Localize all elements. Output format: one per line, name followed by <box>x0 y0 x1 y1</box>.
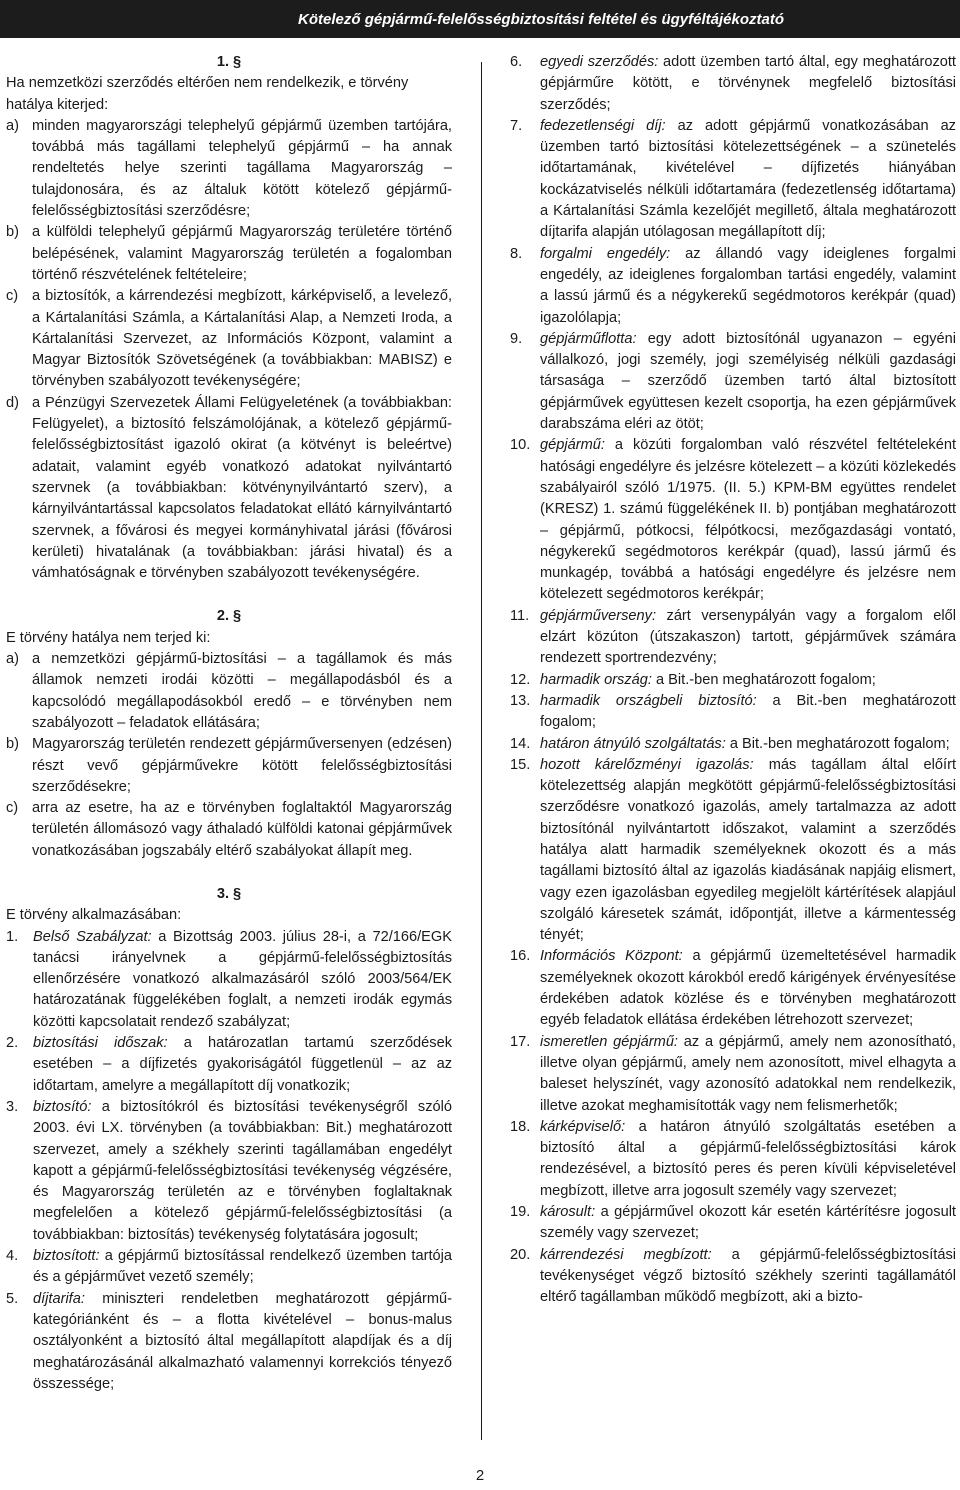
defined-term: forgalmi engedély: <box>540 245 671 262</box>
list-item <box>510 691 956 734</box>
list-item-text: kárrendezési megbízott: a gépjármű-felelősségbiztosítási tevékenységet végző biztosító székhely szerinti tagállamától eltérő tagállamban működő megbízott, aki a bizto- <box>540 1246 956 1306</box>
list-item-marker: b) <box>6 224 19 241</box>
list-item <box>6 286 452 392</box>
list-item-text: Magyarország területén rendezett gépjárműversenyen (edzésen) részt vevő gépjárművekre kötött felelősségbiztosítási szerződésekre; <box>32 736 452 795</box>
defined-term: gépjárműverseny: <box>540 607 656 624</box>
list-item <box>510 755 956 947</box>
list-item <box>6 116 452 222</box>
defined-term: harmadik országbeli biztosító: <box>540 692 757 709</box>
defined-term: gépjárműflotta: <box>540 330 637 347</box>
list-item-text: fedezetlenségi díj: az adott gépjármű vonatkozásában az üzemben tartó biztosítási kötelezettségének – a szünetelés időtartamának, kivételével – díjfizetés hiányában kockázatviselés nélküli időtartamára (fedezetlenség időtartama) a Kártalanítási Számla kezelőjét megillető, általa meghatározott díjtarifa alapján utólagosan megállapított díj; <box>540 117 956 241</box>
list-item-text: gépjárműflotta: egy adott biztosítónál ugyanazon – egyéni vállalkozó, jogi személy, jogi személyiség nélküli gazdasági társasága – szerződő üzemben tartó által biztosított gépjárművek együttesen kezelt csoportja, ha ezen gépjárművek darabszáma eléri az ötöt; <box>540 330 956 433</box>
defined-term: Belső Szabályzat: <box>33 928 152 945</box>
list-item-text: biztosító: a biztosítókról és biztosítási tevékenységről szóló 2003. évi LX. törvényben (a továbbiakban: Bit.) meghatározott szervezet, amely a székhely szerinti tagállamában engedélyt kapott a gépjármű-felelősségbiztosítási tevékenység végzésére, és Magyarország területén az e törvényben foglaltaknak megfelelően a kötelező gépjármű-felelősségbiztosítási (a továbbiakban: biztosítás) tevékenység folytatására jogosult; <box>33 1098 452 1243</box>
defined-term: biztosító: <box>33 1098 92 1115</box>
defined-term: gépjármű: <box>540 437 605 454</box>
list-item-marker: 13. <box>510 692 531 709</box>
list-item <box>510 52 956 116</box>
left-column <box>6 52 452 1395</box>
document-header <box>0 0 960 38</box>
list-item-marker: 2. <box>6 1035 19 1052</box>
list-item-text: Információs Központ: a gépjármű üzemeltetésével harmadik személyeknek okozott károkból eredő kárigények érvényesítése érdekében adatok közlése és e törvényben meghatározott egyéb feladatok ellátása érdekében létrehozott szervezet; <box>540 948 957 1029</box>
defined-term: kárrendezési megbízott: <box>540 1246 712 1263</box>
defined-term: harmadik ország: <box>540 671 652 688</box>
list-item-marker: 10. <box>510 437 531 454</box>
defined-term: díjtarifa: <box>33 1290 85 1307</box>
list-item-marker: 18. <box>510 1118 531 1135</box>
list-item-marker: 1. <box>6 928 19 945</box>
list-item-text: károsult: a gépjárművel okozott kár esetén kártérítésre jogosult személy vagy szervezet; <box>540 1204 956 1242</box>
list-item-text: gépjármű: a közúti forgalomban való részvétel feltételeként hatósági engedélyre és jelzésre kötelezett – a közúti közlekedés szabályairól szóló 1/1975. (II. 5.) KPM-BM együttes rendelet (KRESZ) 1. számú függelékének II. b) pontjában meghatározott – gépjármű, pótkocsi, félpótkocsi, mezőgazdasági vontató, négykerekű segédmotoros kerékpár (quad), lassú jármű és munkagép, továbbá a hatósági engedélyre és jelzésre nem kötelezett segédmotoros kerékpár; <box>540 437 956 603</box>
list-item <box>510 1245 956 1309</box>
list-item <box>6 222 452 286</box>
list-item <box>6 734 452 798</box>
list-item <box>6 1097 452 1246</box>
list-item <box>510 606 956 670</box>
defined-term: biztosított: <box>33 1248 100 1265</box>
list-item-marker: 3. <box>6 1098 19 1115</box>
defined-term: ismeretlen gépjármű: <box>540 1033 678 1050</box>
list-item <box>510 116 956 244</box>
list-item-marker: 20. <box>510 1246 531 1263</box>
list-item-marker: 17. <box>510 1033 531 1050</box>
list-item-text: minden magyarországi telephelyű gépjármű üzemben tartójára, továbbá más tagállami telephelyű gépjármű – ha annak rendeltetés helye szerinti tagállama Magyarország – tulajdonosára, és az általuk kötött kötelező gépjármű-felelősségbiztosítási szerződésre; <box>32 117 452 220</box>
list-item <box>6 927 452 1033</box>
defined-term: károsult: <box>540 1204 596 1221</box>
list-item-marker: 8. <box>510 245 523 262</box>
section-2-title: 2. § <box>216 608 242 625</box>
list-item <box>510 734 956 755</box>
list-item <box>6 798 452 862</box>
list-item-marker: 7. <box>510 117 523 134</box>
section-3-list-right <box>510 52 956 1309</box>
list-item <box>6 649 452 734</box>
list-item-text: a Pénzügyi Szervezetek Állami Felügyeletének (a továbbiakban: Felügyelet), a biztosító felszámolójának, a kötelező gépjármű-felelősségbiztosítást igazoló okirat (a kötvényt is beleértve) adatait, valamint egyéb vonatkozó adatokat nyilvántartó szervnek (a továbbiakban: kötvénynyilvántartó szerv), a kárnyilvántartással kapcsolatos feladatokat ellátó kárnyilvántartó szervnek, a fővárosi és megyei kormányhivatal járási (fővárosi kerületi) hivatalának (a továbbiakban: járási hivatal) és a vámhatóságnak e törvényben szabályozott tevékenységére. <box>32 394 452 582</box>
list-item-marker: b) <box>6 736 19 753</box>
list-item <box>510 1202 956 1245</box>
list-item-text: forgalmi engedély: az állandó vagy ideiglenes forgalmi engedély, az ideiglenes forgalomban tartási engedély, valamint a lassú jármű és a négykerekű segédmotoros kerékpár (quad) igazolólapja; <box>540 245 956 326</box>
section-1-intro: Ha nemzetközi szerződés eltérően nem rendelkezik, e törvény hatálya kiterjed: <box>6 75 409 113</box>
list-item <box>510 329 956 435</box>
list-item-text: arra az esetre, ha az e törvényben foglaltaktól Magyarország területén állomásozó vagy áthaladó külföldi katonai gépjárművek vonatkozásában jogszabály eltérő szabályokat állapít meg. <box>32 800 452 859</box>
list-item <box>6 1246 452 1289</box>
list-item <box>510 946 956 1031</box>
section-3-intro: E törvény alkalmazásában: <box>6 907 182 924</box>
section-1-list <box>6 116 452 585</box>
list-item-text: egyedi szerződés: adott üzemben tartó által, egy meghatározott gépjárműre kötött, e törvénynek megfelelő biztosítási szerződés; <box>540 54 956 113</box>
list-item-text: harmadik országbeli biztosító: a Bit.-ben meghatározott fogalom; <box>540 692 956 731</box>
list-item-marker: 11. <box>510 607 530 624</box>
list-item-marker: c) <box>6 800 19 817</box>
list-item-text: díjtarifa: miniszteri rendeletben meghatározott gépjármű-kategóriánként és – a flotta kivételével – bonus-malus osztályonként a biztosító által megállapított alapdíjak és a díj meghatározásánál alkalmazható valamennyi korrekciós tényező összessége; <box>33 1290 452 1392</box>
list-item-marker: 6. <box>510 54 523 70</box>
list-item-text: Belső Szabályzat: a Bizottság 2003. július 28-i, a 72/166/EGK tanácsi irányelvnek a gépjármű-felelősségbiztosítás ellenőrzésére vonatkozó alkalmazásáról szóló 2003/564/EK határozatának függelékében foglalt, a nemzeti irodák egymás közötti kapcsolatait rendező szabályzat; <box>33 928 452 1030</box>
list-item-text: a nemzetközi gépjármű-biztosítási – a tagállamok és más államok nemzeti irodái közötti – megállapodásból és a kapcsolódó megállapodásokból eredő – e törvényben nem szabályozott – feladatok ellátására; <box>32 651 452 731</box>
defined-term: kárképviselő: <box>540 1118 626 1135</box>
list-item-marker: d) <box>6 394 19 411</box>
list-item-marker: 4. <box>6 1248 19 1265</box>
defined-term: egyedi szerződés: <box>540 54 659 70</box>
list-item-text: a külföldi telephelyű gépjármű Magyarország területére történő belépésének, valamint Magyarország területén a fogalomban történő részvételének feltételeire; <box>32 224 452 283</box>
list-item-text: harmadik ország: a Bit.-ben meghatározott fogalom; <box>540 671 876 688</box>
list-item-marker: a) <box>6 117 19 134</box>
list-item-marker: 9. <box>510 330 523 347</box>
header-title: Kötelező gépjármű-felelősségbiztosítási feltétel és ügyféltájékoztató <box>298 10 784 28</box>
list-item <box>510 244 956 329</box>
list-item <box>6 1033 452 1097</box>
defined-term: határon átnyúló szolgáltatás: <box>540 735 726 752</box>
list-item-text: kárképviselő: a határon átnyúló szolgáltatás esetében a biztosító által a gépjármű-felelősségbiztosítási károk rendezésével, a biztosító peres és peren kívüli képviseletével megbízott, illetve arra jogosult személy vagy szervezet; <box>540 1118 956 1199</box>
list-item <box>510 435 956 605</box>
defined-term: fedezetlenségi díj: <box>540 117 666 134</box>
defined-term: hozott kárelőzményi igazolás: <box>540 756 754 773</box>
section-1-title: 1. § <box>216 54 242 70</box>
list-item-marker: a) <box>6 651 19 668</box>
list-item-marker: 16. <box>510 948 531 965</box>
list-item-text: biztosított: a gépjármű biztosítással rendelkező üzemben tartója és a gépjárművet vezető személy; <box>33 1248 452 1286</box>
section-3-title: 3. § <box>216 885 242 902</box>
list-item <box>510 1032 956 1117</box>
section-3-list-left <box>6 927 452 1396</box>
list-item-marker: 5. <box>6 1290 19 1307</box>
list-item-marker: 15. <box>510 756 531 773</box>
defined-term: Információs Központ: <box>540 948 683 965</box>
list-item-text: hozott kárelőzményi igazolás: más tagállam által előírt kötelezettség alapján megkötött gépjármű-felelősségbiztosítási szerződésre vonatkozó igazolás, amely tartalmazza az adott biztosítónál nyilvántartott időszakot, valamint a szerződés hatálya alatt harmadik személyeknek okozott és a más tagállami biztosító által az igazolás kiadásának napjáig elismert, vagy ezen igazolásban egyedileg megjelölt kártérítések alapjául szolgáló káresetek számát, időpontját, illetve a kármentesség tényét; <box>540 756 957 944</box>
list-item <box>510 670 956 691</box>
list-item-marker: 12. <box>510 671 531 688</box>
column-divider <box>481 62 482 1440</box>
list-item <box>510 1117 956 1202</box>
list-item-text: biztosítási időszak: a határozatlan tartamú szerződések esetében – a díjfizetés gyakoriságától függetlenül – az az időtartam, amelyre a megállapított díj vonatkozik; <box>33 1035 452 1094</box>
list-item <box>6 1289 452 1395</box>
defined-term: biztosítási időszak: <box>33 1035 168 1052</box>
list-item-marker: c) <box>6 288 19 305</box>
list-item-text: ismeretlen gépjármű: az a gépjármű, amely nem azonosítható, illetve olyan gépjármű, amely nem azonosított, mivel elhagyta a baleset helyszínét, vagy azonosító adatokkal nem rendelkezik, illetve azokat meghamisították vagy nem felismerhetők; <box>540 1033 956 1114</box>
list-item <box>6 393 452 585</box>
list-item-text: határon átnyúló szolgáltatás: a Bit.-ben meghatározott fogalom; <box>540 735 950 752</box>
page-number: 2 <box>475 1467 485 1484</box>
right-column <box>510 52 956 1309</box>
list-item-marker: 19. <box>510 1204 531 1221</box>
list-item-text: gépjárműverseny: zárt versenypályán vagy a forgalom elől elzárt közúton (útszakaszon) tartott, gépjárművek számára rendezett sportrendezvény; <box>540 607 956 667</box>
section-2-list <box>6 649 452 862</box>
list-item-text: a biztosítók, a kárrendezési megbízott, kárképviselő, a levelező, a Kártalanítási Számla, a Kártalanítási Alap, a Nemzeti Iroda, a Kártalanítási Szervezet, az Információs Központ, valamint a Magyar Biztosítók Szövetségének (a továbbiakban: MABISZ) e törvényben szabályozott tevékenységére; <box>32 288 452 390</box>
list-item-marker: 14. <box>510 735 531 752</box>
section-2-intro: E törvény hatálya nem terjed ki: <box>6 629 211 646</box>
